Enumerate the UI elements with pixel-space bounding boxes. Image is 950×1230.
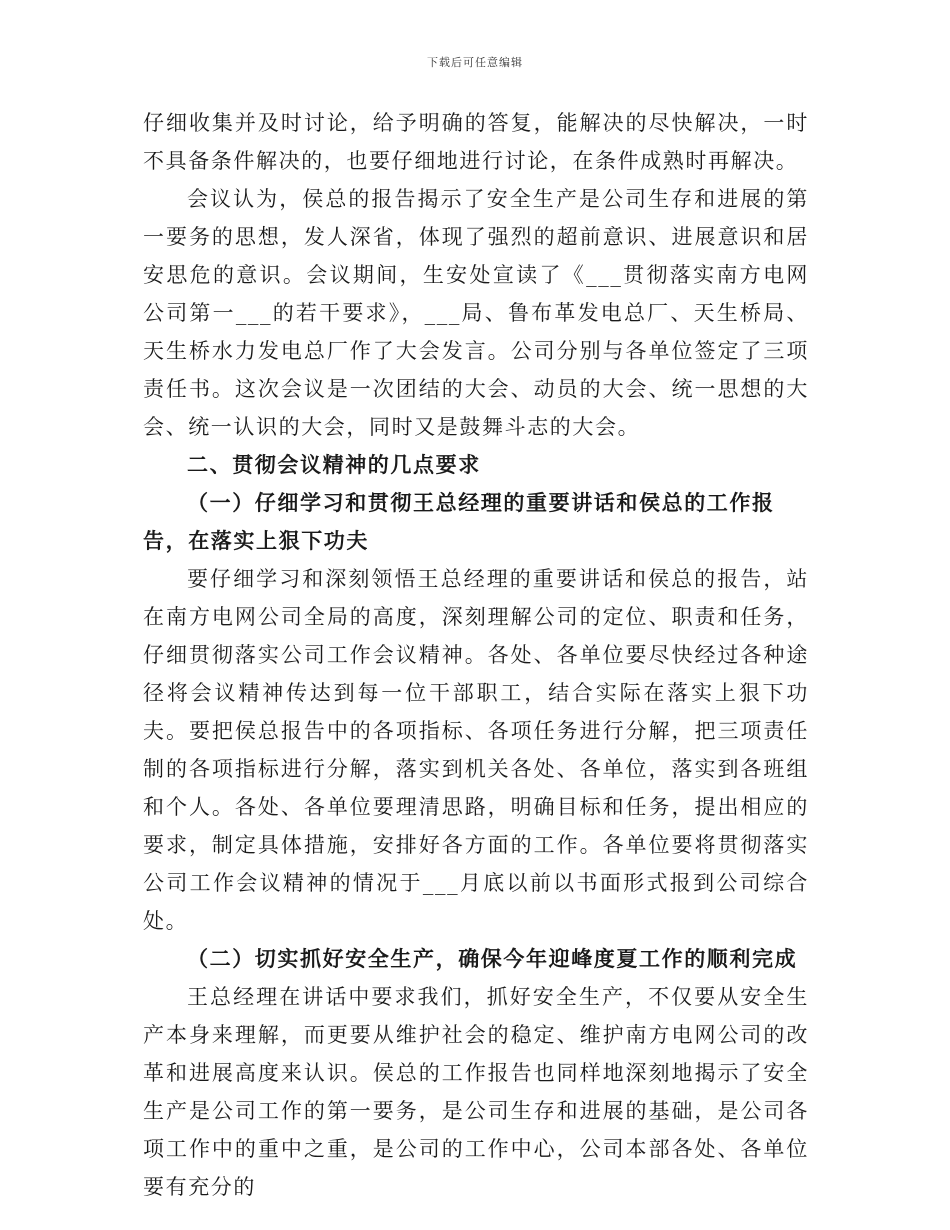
document-body (143, 104, 809, 1206)
paragraph-meeting-summary: 会议认为，侯总的报告揭示了安全生产是公司生存和进展的第一要务的思想，发人深省，体现了强烈的超前意识、进展意识和居安思危的意识。会议期间，生安处宣读了《___贯彻落实南方电网公司第一___的若干要求》，___局、鲁布革发电总厂、天生桥局、天生桥水力发电总厂作了大会发言。公司分别与各单位签定了三项责任书。这次会议是一次团结的大会、动员的大会、统一思想的大会、统一认识的大会，同时又是鼓舞斗志的大会。 (143, 187, 809, 439)
paragraph-continuation: 仔细收集并及时讨论，给予明确的答复，能解决的尽快解决，一时不具备条件解决的，也要仔细地进行讨论，在条件成熟时再解决。 (143, 111, 809, 173)
page-header: 下载后可任意编辑 (427, 56, 523, 69)
subsection-heading-1: （一）仔细学习和贯彻王总经理的重要讲话和侯总的工作报告，在落实上狠下功夫 (143, 490, 775, 553)
section-heading: 二、贯彻会议精神的几点要求 (187, 452, 481, 477)
subsection-heading-2: （二）切实抓好安全生产，确保今年迎峰度夏工作的顺利完成 (187, 946, 798, 971)
paragraph-study-requirements: 要仔细学习和深刻领悟王总经理的重要讲话和侯总的报告，站在南方电网公司全局的高度，深刻理解公司的定位、职责和任务，仔细贯彻落实公司工作会议精神。各处、各单位要尽快经过各种途径将会议精神传达到每一位干部职工，结合实际在落实上狠下功夫。要把侯总报告中的各项指标、各项任务进行分解，把三项责任制的各项指标进行分解，落实到机关各处、各单位，落实到各班组和个人。各处、各单位要理清思路，明确目标和任务，提出相应的要求，制定具体措施，安排好各方面的工作。各单位要将贯彻落实公司工作会议精神的情况于___月底以前以书面形式报到公司综合处。 (143, 567, 809, 933)
paragraph-safety-production: 王总经理在讲话中要求我们，抓好安全生产，不仅要从安全生产本身来理解，而更要从维护社会的稳定、维护南方电网公司的改革和进展高度来认识。侯总的工作报告也同样地深刻地揭示了安全生产是公司工作的第一要务，是公司生存和进展的基础，是公司各项工作中的重中之重，是公司的工作中心，公司本部各处、各单位要有充分的 (143, 985, 809, 1199)
